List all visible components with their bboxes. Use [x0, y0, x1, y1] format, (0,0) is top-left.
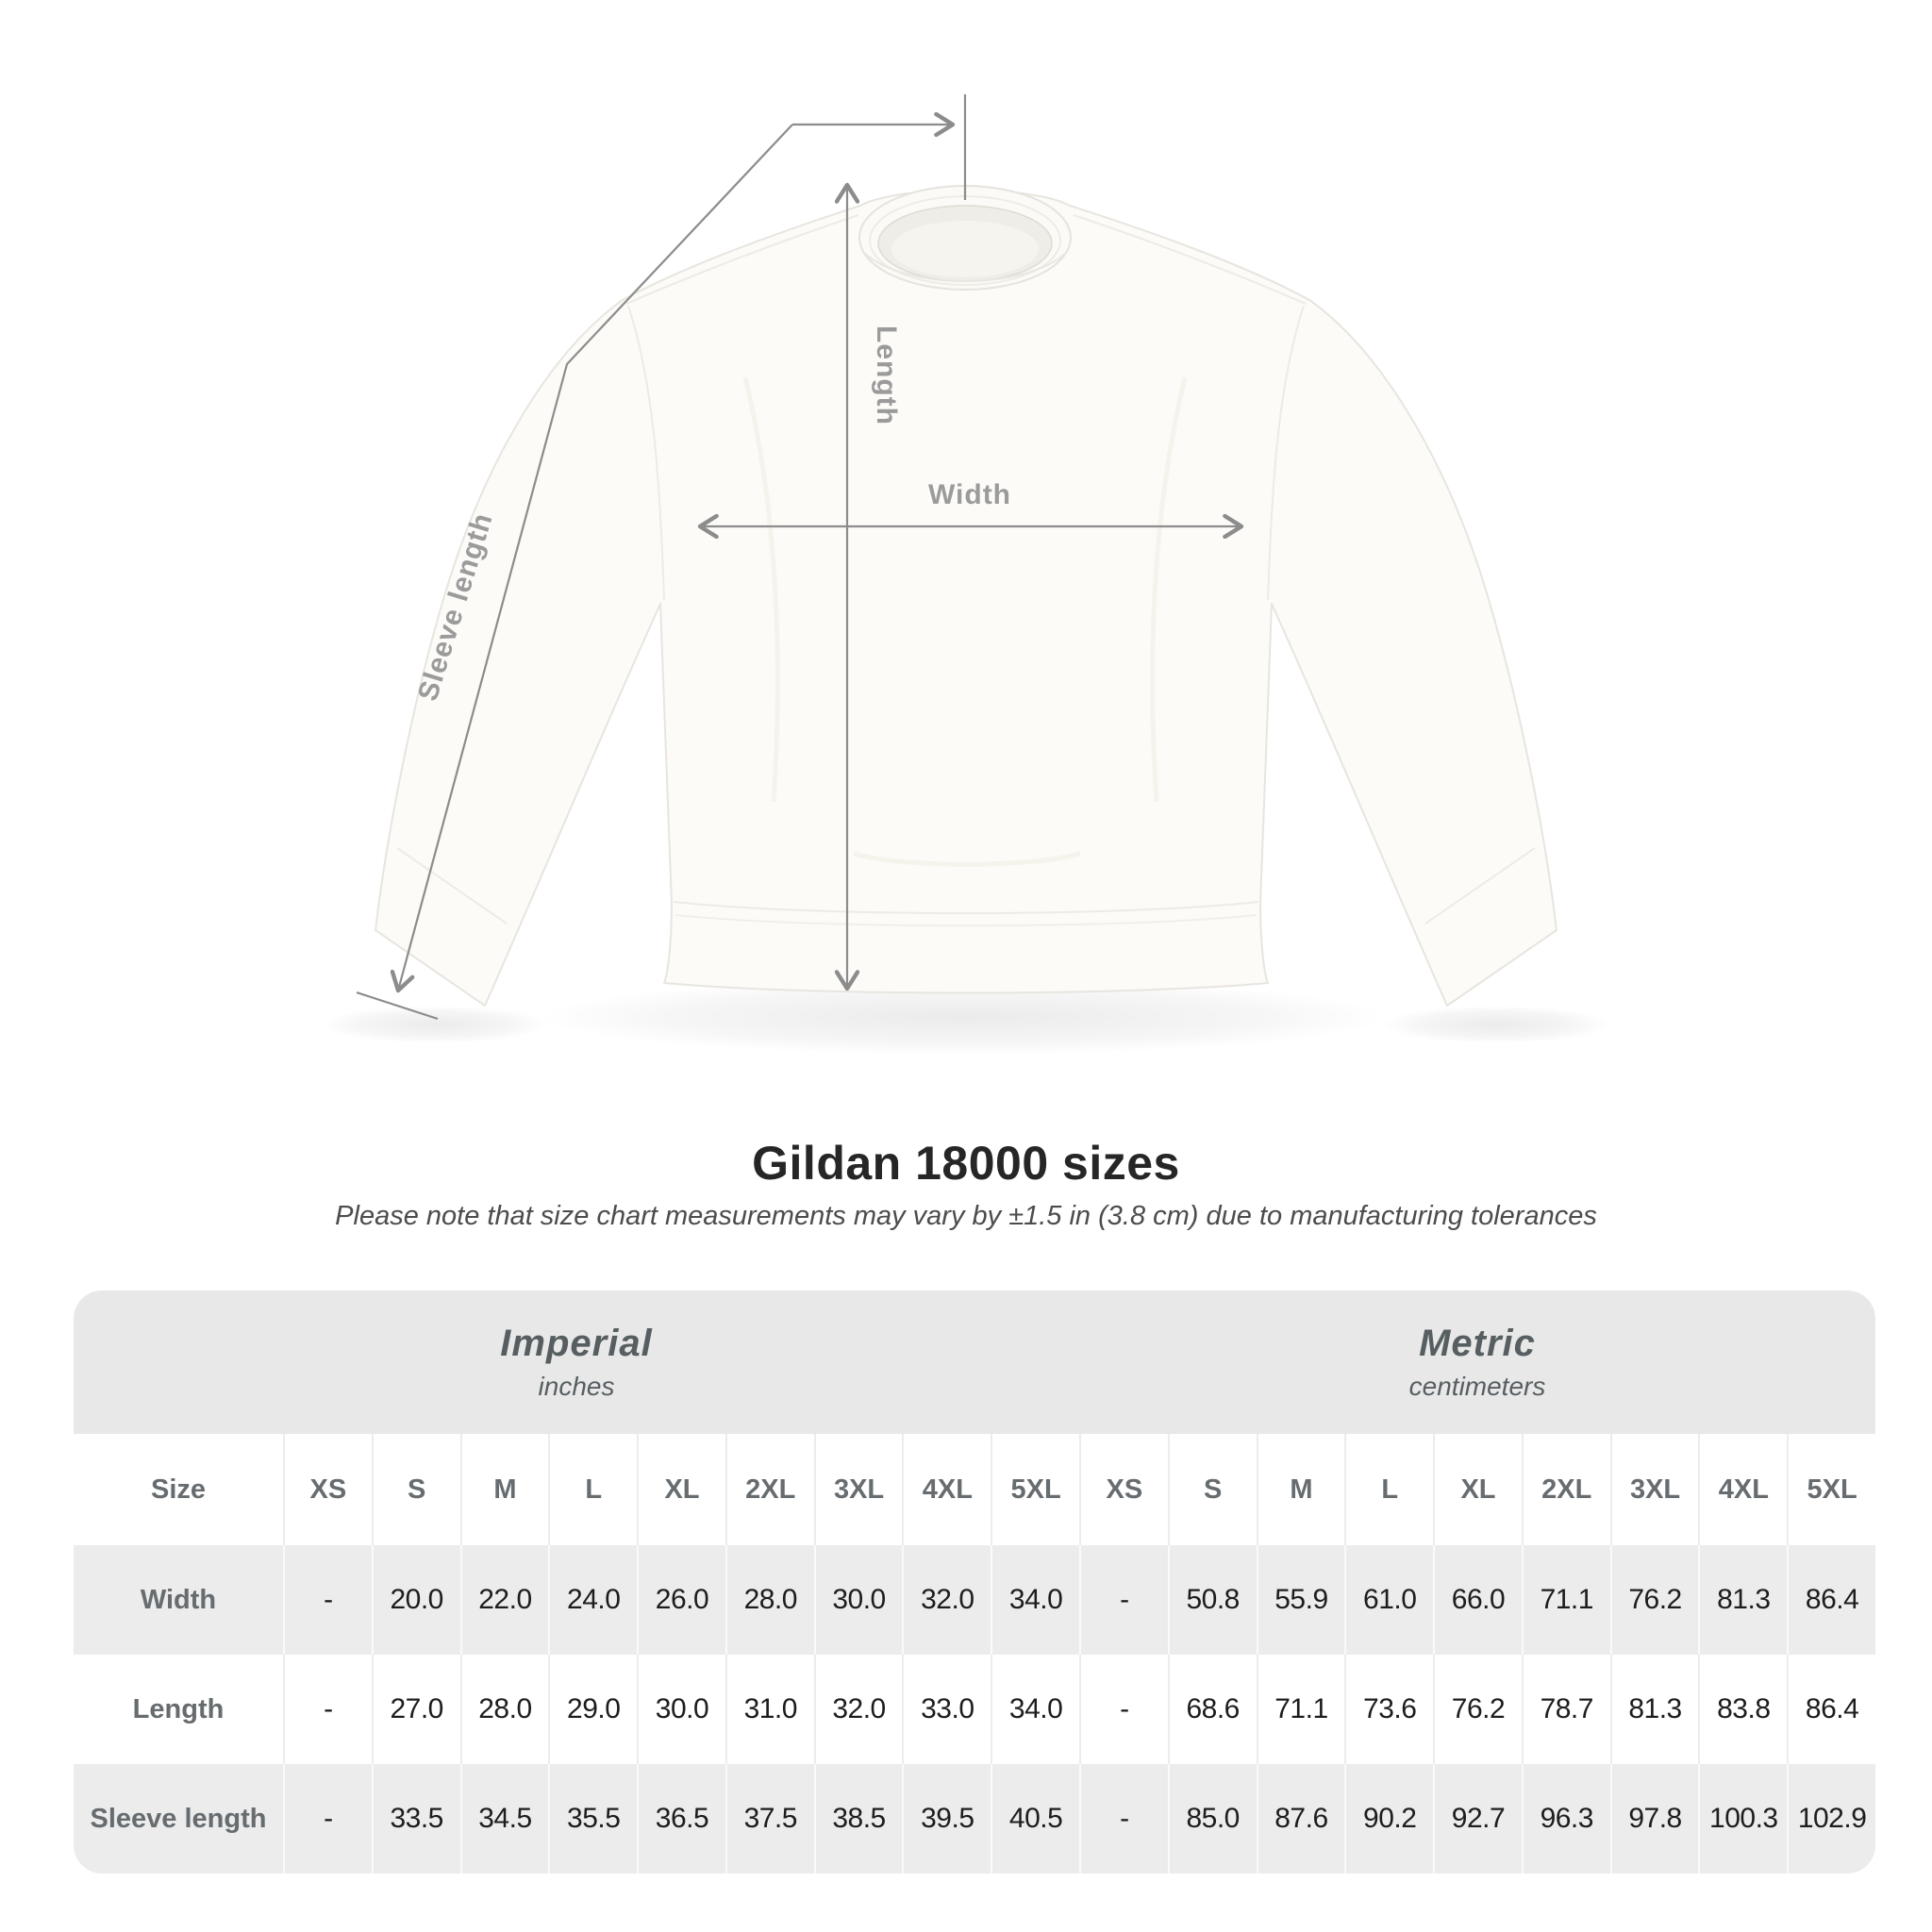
table-cell: 39.5 — [902, 1764, 991, 1874]
table-cell: 92.7 — [1433, 1764, 1522, 1874]
table-cell: 96.3 — [1522, 1764, 1610, 1874]
table-cell: 81.3 — [1698, 1545, 1787, 1655]
table-cell: - — [1079, 1545, 1168, 1655]
width-label: Width — [927, 479, 1012, 510]
row-label: Length — [132, 1693, 225, 1724]
table-cell: 20.0 — [372, 1545, 460, 1655]
unit-group-row — [74, 1291, 1875, 1434]
size-header-metric-xs: XS — [1079, 1434, 1168, 1545]
table-cell: 97.8 — [1610, 1764, 1699, 1874]
table-cell: 87.6 — [1257, 1764, 1345, 1874]
table-cell: 33.0 — [902, 1655, 991, 1764]
imperial-unit-label: inches — [538, 1372, 615, 1401]
imperial-label: Imperial — [500, 1323, 653, 1364]
size-corner-header: Size — [150, 1474, 207, 1505]
table-cell: 36.5 — [637, 1764, 725, 1874]
sweatshirt-silhouette — [375, 191, 1557, 1007]
table-cell: - — [283, 1655, 372, 1764]
table-cell: 76.2 — [1610, 1545, 1699, 1655]
tolerance-note: Please note that size chart measurements may vary by ±1.5 in (3.8 cm) due to manufacturing tolerances — [335, 1201, 1597, 1231]
size-header-metric-5xl: 5XL — [1787, 1434, 1875, 1545]
size-header-metric-m: M — [1257, 1434, 1345, 1545]
metric-group-header — [1079, 1291, 1875, 1434]
table-cell: 86.4 — [1787, 1655, 1875, 1764]
size-header-imperial-l: L — [548, 1434, 637, 1545]
metric-label: Metric — [1419, 1323, 1536, 1364]
table-cell: 34.0 — [991, 1655, 1079, 1764]
table-cell: - — [1079, 1655, 1168, 1764]
table-cell: 100.3 — [1698, 1764, 1787, 1874]
table-cell: 29.0 — [548, 1655, 637, 1764]
table-cell: 66.0 — [1433, 1545, 1522, 1655]
table-row-length — [74, 1655, 1875, 1764]
table-cell: 90.2 — [1344, 1764, 1433, 1874]
table-cell: 35.5 — [548, 1764, 637, 1874]
table-cell: 32.0 — [814, 1655, 903, 1764]
size-header-row — [74, 1434, 1875, 1545]
size-header-imperial-2xl: 2XL — [725, 1434, 814, 1545]
size-header-metric-4xl: 4XL — [1698, 1434, 1787, 1545]
table-cell: 50.8 — [1168, 1545, 1257, 1655]
page-title: Gildan 18000 sizes — [752, 1137, 1180, 1190]
row-label: Width — [140, 1584, 217, 1615]
table-cell: 76.2 — [1433, 1655, 1522, 1764]
row-label: Sleeve length — [90, 1803, 267, 1834]
table-cell: 61.0 — [1344, 1545, 1433, 1655]
length-label: Length — [871, 325, 902, 425]
size-header-imperial-xl: XL — [637, 1434, 725, 1545]
table-cell: 71.1 — [1522, 1545, 1610, 1655]
size-header-imperial-s: S — [372, 1434, 460, 1545]
size-header-metric-xl: XL — [1433, 1434, 1522, 1545]
table-cell: - — [283, 1545, 372, 1655]
table-cell: 40.5 — [991, 1764, 1079, 1874]
table-cell: 68.6 — [1168, 1655, 1257, 1764]
imperial-group-header — [74, 1291, 1079, 1434]
table-cell: - — [283, 1764, 372, 1874]
table-row-sleeve-length — [74, 1764, 1875, 1874]
table-cell: 22.0 — [460, 1545, 549, 1655]
table-cell: 86.4 — [1787, 1545, 1875, 1655]
table-cell: 83.8 — [1698, 1655, 1787, 1764]
table-cell: 34.5 — [460, 1764, 549, 1874]
table-cell: 30.0 — [637, 1655, 725, 1764]
size-header-imperial-4xl: 4XL — [902, 1434, 991, 1545]
table-cell: 30.0 — [814, 1545, 903, 1655]
table-cell: 81.3 — [1610, 1655, 1699, 1764]
table-cell: 31.0 — [725, 1655, 814, 1764]
table-cell: 78.7 — [1522, 1655, 1610, 1764]
size-header-metric-3xl: 3XL — [1610, 1434, 1699, 1545]
table-cell: 24.0 — [548, 1545, 637, 1655]
size-header-imperial-5xl: 5XL — [991, 1434, 1079, 1545]
size-header-imperial-xs: XS — [283, 1434, 372, 1545]
table-cell: - — [1079, 1764, 1168, 1874]
table-cell: 55.9 — [1257, 1545, 1345, 1655]
size-header-metric-2xl: 2XL — [1522, 1434, 1610, 1545]
table-cell: 34.0 — [991, 1545, 1079, 1655]
size-header-imperial-3xl: 3XL — [814, 1434, 903, 1545]
table-cell: 73.6 — [1344, 1655, 1433, 1764]
table-cell: 33.5 — [372, 1764, 460, 1874]
metric-unit-label: centimeters — [1408, 1372, 1546, 1401]
sweatshirt — [375, 186, 1557, 1006]
table-cell: 85.0 — [1168, 1764, 1257, 1874]
size-chart-table — [74, 1291, 1875, 1874]
table-cell: 32.0 — [902, 1545, 991, 1655]
size-header-imperial-m: M — [460, 1434, 549, 1545]
table-cell: 37.5 — [725, 1764, 814, 1874]
table-cell: 28.0 — [725, 1545, 814, 1655]
table-cell: 71.1 — [1257, 1655, 1345, 1764]
size-header-metric-l: L — [1344, 1434, 1433, 1545]
table-row-width — [74, 1545, 1875, 1655]
table-cell: 27.0 — [372, 1655, 460, 1764]
table-cell: 38.5 — [814, 1764, 903, 1874]
table-cell: 26.0 — [637, 1545, 725, 1655]
table-cell: 102.9 — [1787, 1764, 1875, 1874]
size-header-metric-s: S — [1168, 1434, 1257, 1545]
sleeve-length-label: Sleeve length — [411, 508, 499, 705]
table-cell: 28.0 — [460, 1655, 549, 1764]
collar — [859, 186, 1071, 290]
